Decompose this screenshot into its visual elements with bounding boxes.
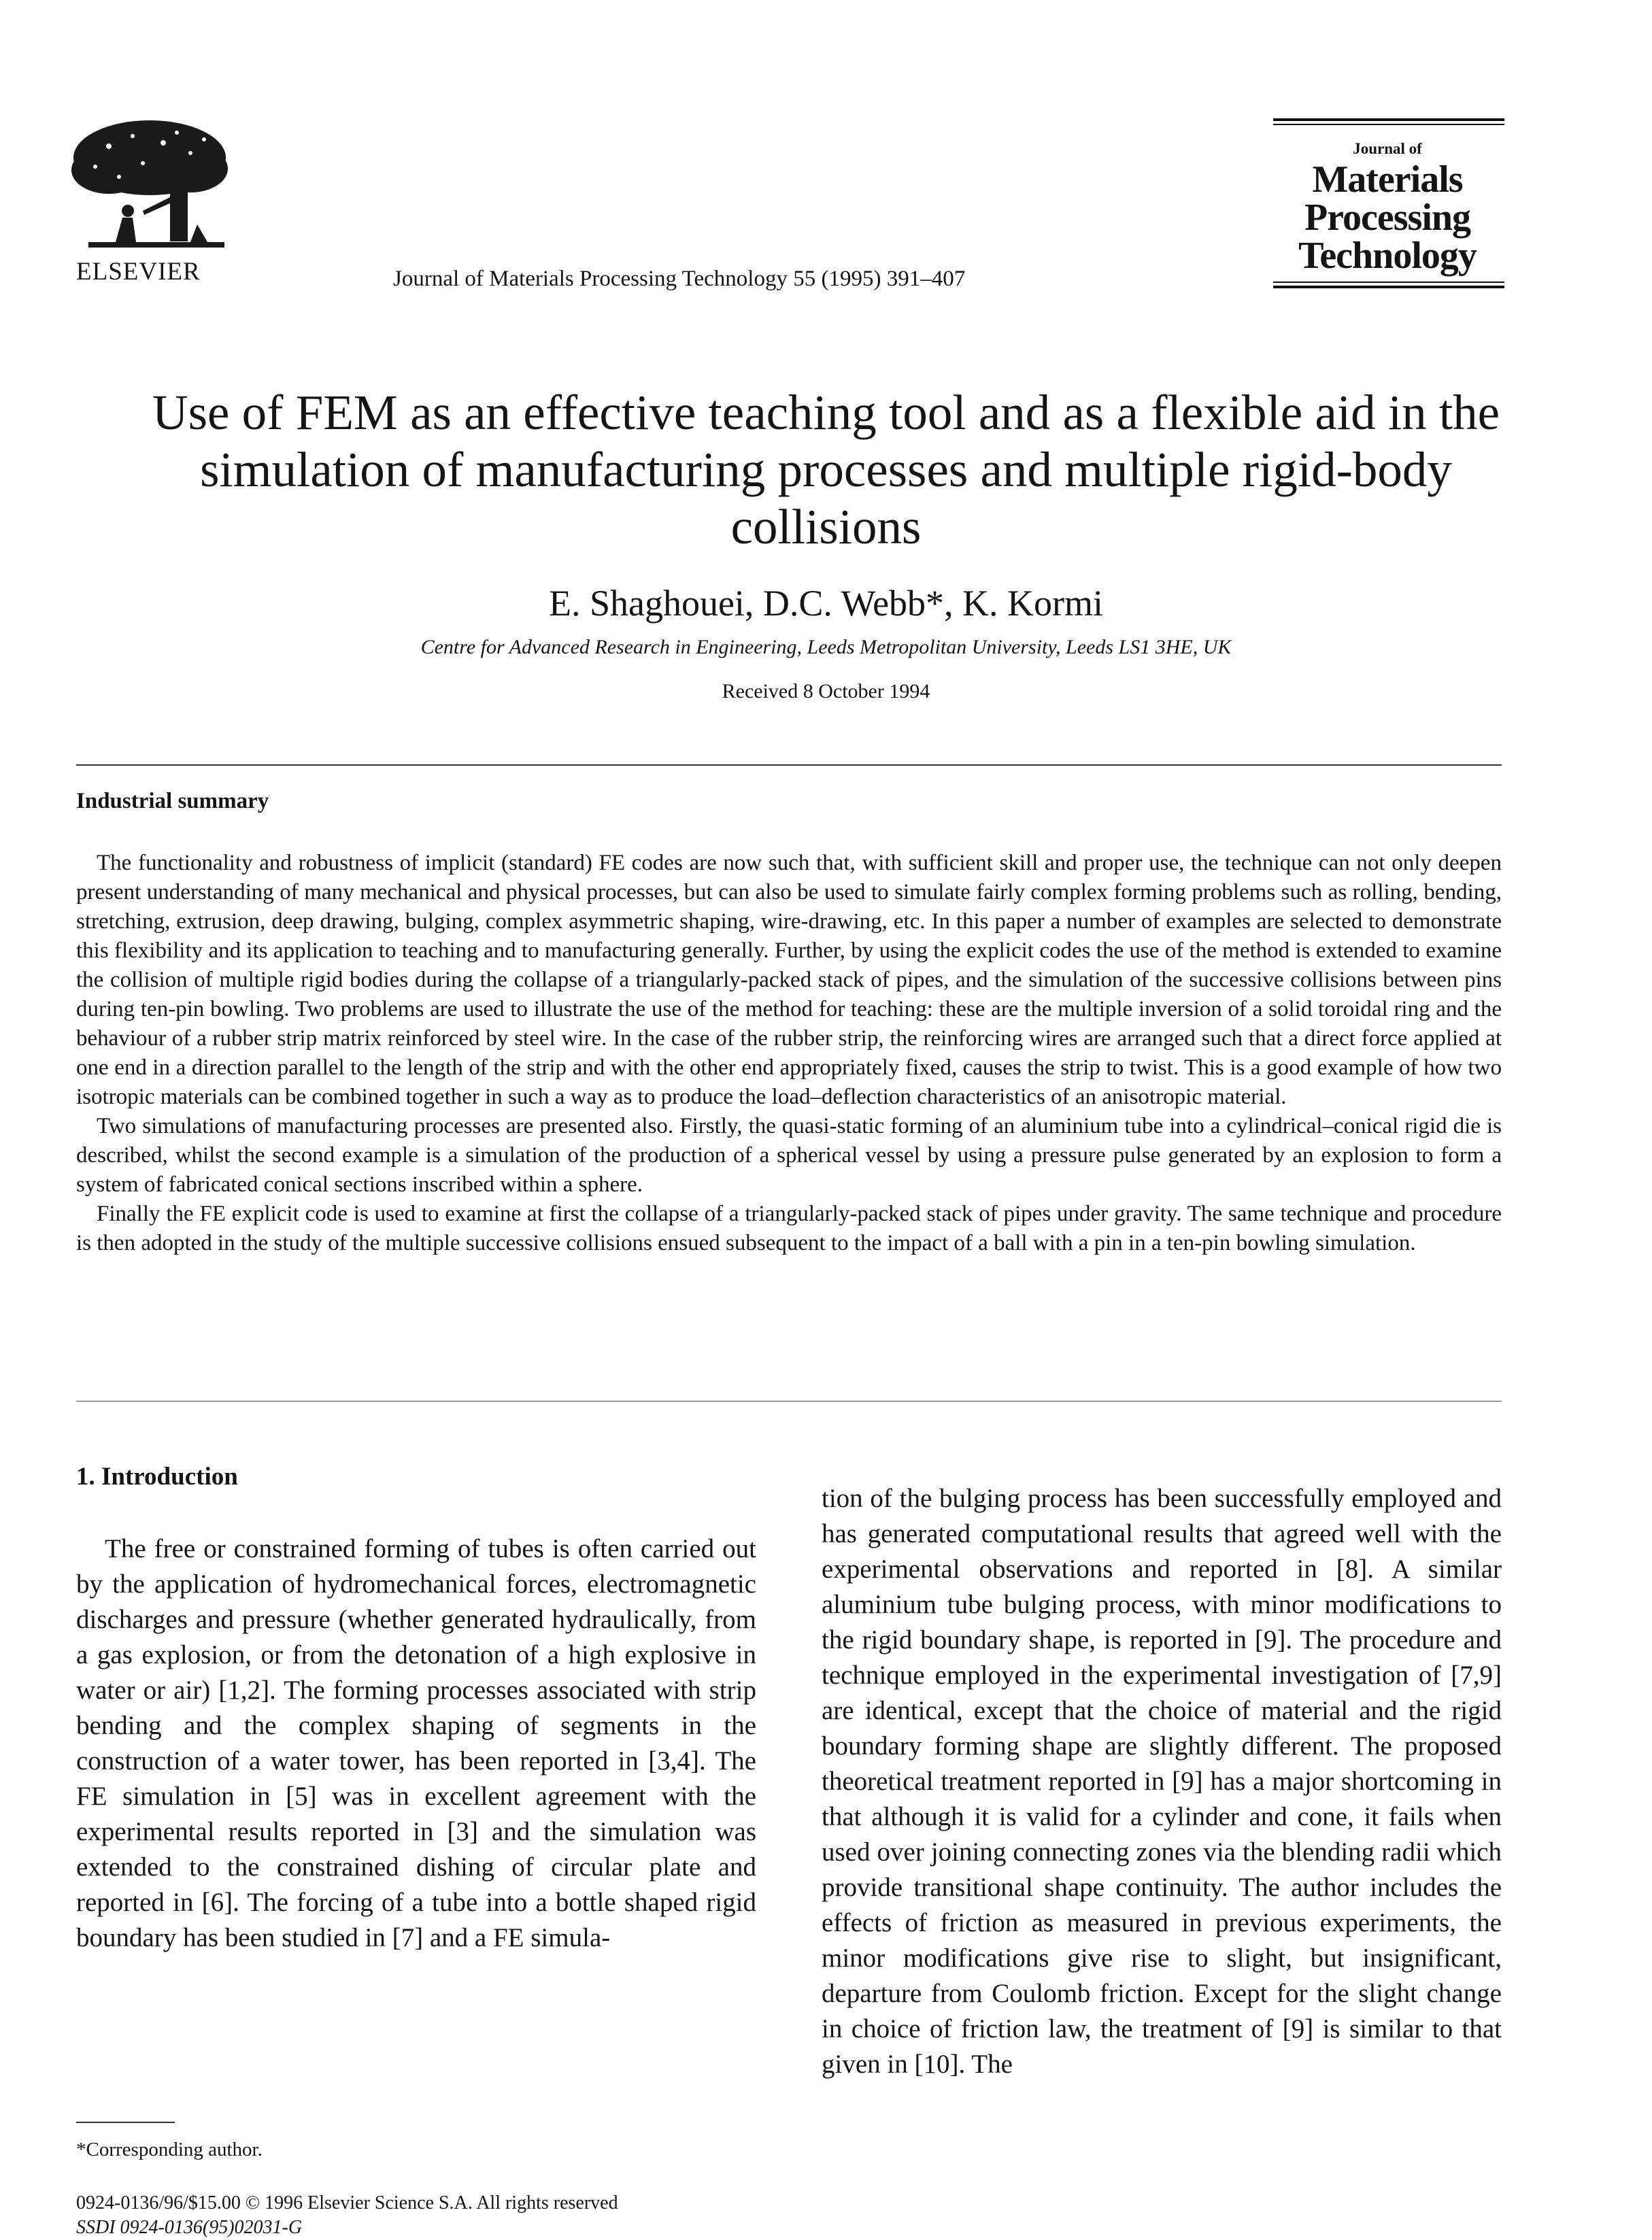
ssdi-line: SSDI 0924-0136(95)02031-G — [76, 2217, 303, 2238]
copyright-line: 0924-0136/96/$15.00 © 1996 Elsevier Science S.A. All rights reserved — [76, 2192, 618, 2213]
body-column-left — [76, 1531, 756, 1956]
elsevier-tree-logo-icon — [68, 116, 231, 255]
summary-paragraph: Finally the FE explicit code is used to examine at first the collapse of a triangularly-packed stack of pipes under gravity. The same technique and procedure is then adopted in the study of the multiple successive collisions ensued subsequent to the impact of a ball with a pin in a ten-pin bowling simulation. — [76, 1202, 1502, 1255]
article-authors: E. Shaghouei, D.C. Webb*, K. Kormi — [548, 583, 1104, 624]
brand-line-materials: Materials — [1312, 158, 1463, 201]
intro-paragraph-right: tion of the bulging process has been successfully employed and has generated computational results that agreed well with the experimental observations and reported in [8]. A similar aluminium tube bulging process, with minor modifications to the rigid boundary shape, is reported in [9]. The procedure and technique employed in the experimental investigation of [7,9] are identical, except that the choice of material and the rigid boundary forming shape are slightly different. The proposed theoretical treatment reported in [9] has a major shortcoming in that although it is valid for a cylinder and cone, it fails when used over joining connecting zones via the blending radii which provide transitional shape continuity. The author includes the effects of friction as measured in previous experiments, the minor modifications give rise to slight, but insignificant, departure from Coulomb friction. Except for the slight change in choice of friction law, the treatment of [9] is similar to that given in [10]. The — [822, 1484, 1502, 2079]
publisher-name: ELSEVIER — [76, 258, 201, 286]
journal-reference: Journal of Materials Processing Technology 55 (1995) 391–407 — [393, 267, 966, 291]
article-title: Use of FEM as an effective teaching tool and as a flexible aid in the simulation of manufacturing processes and multiple rigid-body collisions — [152, 385, 1500, 554]
copyright-notice — [76, 2191, 618, 2240]
summary-top-rule — [76, 764, 1502, 766]
intro-paragraph-left: The free or constrained forming of tubes is often carried out by the application of hydromechanical forces, electromagnetic discharges and pressure (whether generated hydraulically, from a gas explosion, or from the detonation of a high explosive in water or air) [1,2]. The forming processes associated with strip bending and the complex shaping of segments in the construction of a water tower, has been reported in [3,4]. The FE simulation in [5] was in excellent agreement with the experimental results reported in [3] and the simulation was extended to the constrained dishing of circular plate and reported in [6]. The forcing of a tube into a bottle shaped rigid boundary has been studied in [7] and a FE simula- — [76, 1534, 756, 1952]
article-affiliation: Centre for Advanced Research in Engineering, Leeds Metropolitan University, Leeds LS1 3HE, UK — [420, 636, 1232, 658]
received-date: Received 8 October 1994 — [722, 680, 930, 702]
footnote-rule — [76, 2122, 175, 2123]
summary-bottom-rule — [76, 1401, 1502, 1402]
industrial-summary — [76, 849, 1502, 1258]
summary-paragraph: Two simulations of manufacturing processes are presented also. Firstly, the quasi-static forming of an aluminium tube into a cylindrical–conical rigid die is described, whilst the second example is a simulation of the production of a spherical vessel by using a pressure pulse generated by an explosion to form a system of fabricated conical sections inscribed within a sphere. — [76, 1114, 1502, 1197]
body-column-right — [822, 1481, 1502, 2082]
section-heading-introduction: 1. Introduction — [76, 1463, 238, 1491]
brand-line-technology: Technology — [1298, 235, 1477, 277]
brand-line-processing: Processing — [1304, 197, 1471, 239]
brand-rule-top — [1273, 118, 1504, 125]
summary-paragraph: The functionality and robustness of implicit (standard) FE codes are now such that, with sufficient skill and proper use, the technique can not only deepen present understanding of many mechanical and physical processes, but can also be used to simulate fairly complex forming problems such as rolling, bending, stretching, extrusion, deep drawing, bulging, complex asymmetric shaping, wire-drawing, etc. In this paper a number of examples are selected to demonstrate this flexibility and its application to teaching and to manufacturing generally. Further, by using the explicit codes the use of the method is extended to examine the collision of multiple rigid bodies during the collapse of a triangularly-packed stack of pipes, and the simulation of the successive collisions between pins during ten-pin bowling. Two problems are used to illustrate the use of the method for teaching: these are the multiple inversion of a solid toroidal ring and the behaviour of a rubber strip matrix reinforced by steel wire. In the case of the rubber strip, the reinforcing wires are arranged such that a direct force applied at one end in a direction parallel to the length of the strip and with the other end appropriately fixed, causes the strip to twist. This is a good example of how two isotropic materials can be combined together in such a way as to produce the load–deflection characteristics of an anisotropic material. — [76, 851, 1502, 1109]
brand-journal-of: Journal of — [1353, 140, 1422, 157]
brand-rule-bottom — [1273, 282, 1504, 288]
footnote-corresponding-author: *Corresponding author. — [76, 2139, 263, 2160]
summary-heading: Industrial summary — [76, 789, 269, 813]
